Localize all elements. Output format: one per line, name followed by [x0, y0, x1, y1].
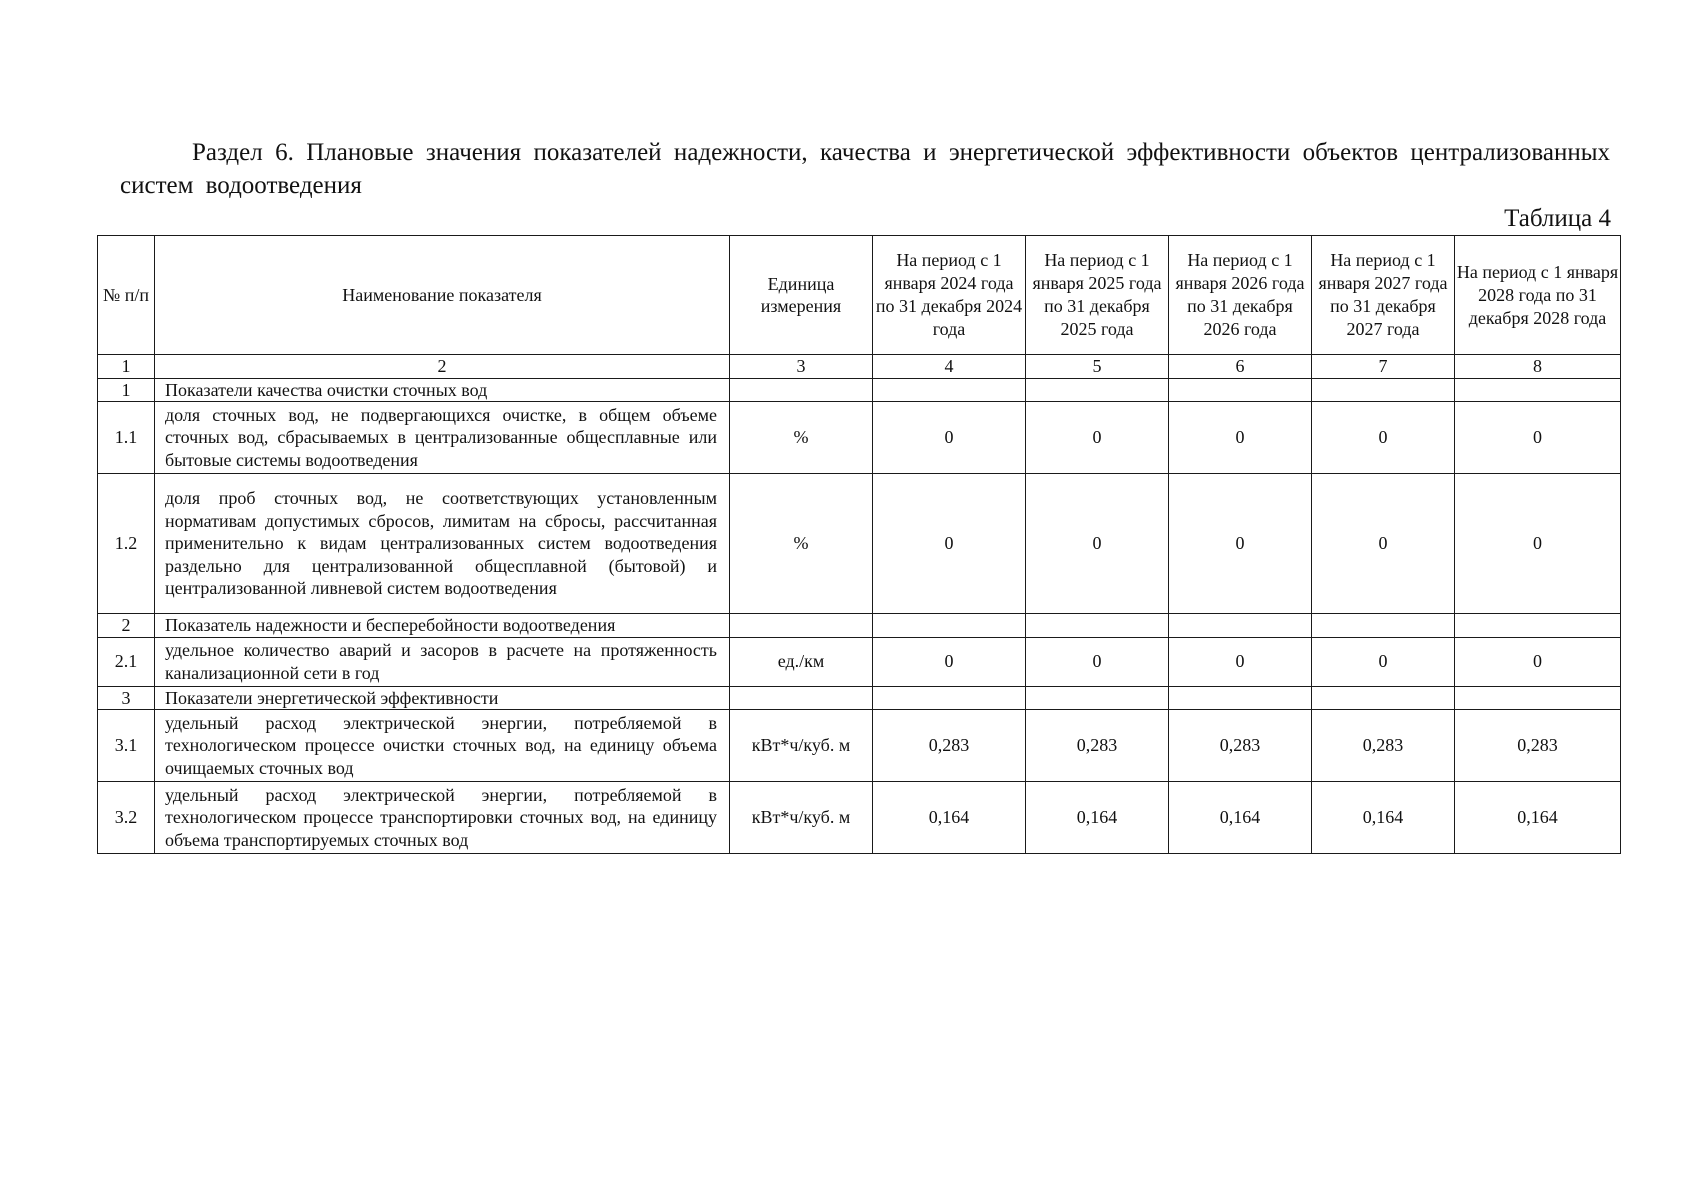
value-2027: 0 [1312, 474, 1455, 614]
table-header-row [98, 236, 1621, 355]
value-2024: 0 [873, 474, 1026, 614]
section-num: 2 [98, 614, 155, 638]
section-num: 1 [98, 378, 155, 402]
column-number: 3 [730, 355, 873, 379]
table-row [98, 782, 1621, 854]
indicator-unit: % [730, 474, 873, 614]
row-num: 2.1 [98, 637, 155, 686]
header-name: Наименование показателя [155, 236, 730, 355]
indicator-name: удельный расход электрической энергии, потребляемой в технологическом процессе очистки сточных вод, на единицу объема очищаемых сточных вод [155, 710, 730, 782]
column-number: 1 [98, 355, 155, 379]
value-2024: 0 [873, 402, 1026, 474]
section-title: Показатели качества очистки сточных вод [155, 378, 730, 402]
value-2027: 0,283 [1312, 710, 1455, 782]
indicators-table [97, 235, 1621, 854]
table-row [98, 402, 1621, 474]
table-caption: Таблица 4 [1504, 205, 1611, 232]
section-heading: Раздел 6. Плановые значения показателей надежности, качества и энергетической эффективности объектов централизованных систем водоотведения [120, 139, 1610, 199]
row-num: 1.2 [98, 474, 155, 614]
value-2025: 0,283 [1026, 710, 1169, 782]
value-2024: 0,283 [873, 710, 1026, 782]
value-2026: 0,164 [1169, 782, 1312, 854]
value-2026: 0 [1169, 637, 1312, 686]
column-number: 7 [1312, 355, 1455, 379]
table-row [98, 474, 1621, 614]
value-2027: 0 [1312, 637, 1455, 686]
header-unit: Единица измерения [730, 236, 873, 355]
row-num: 3.1 [98, 710, 155, 782]
section-title: Показатели энергетической эффективности [155, 686, 730, 710]
section-row-reliability [98, 614, 1621, 638]
column-number: 6 [1169, 355, 1312, 379]
column-number: 5 [1026, 355, 1169, 379]
value-2025: 0 [1026, 402, 1169, 474]
row-num: 3.2 [98, 782, 155, 854]
indicator-name: доля проб сточных вод, не соответствующих установленным нормативам допустимых сбросов, лимитам на сбросы, рассчитанная применительно к видам централизованных систем водоотведения раздельно для централизованной общесплавной (бытовой) и централизованной ливневой систем водоотведения [155, 474, 730, 614]
value-2027: 0 [1312, 402, 1455, 474]
indicator-unit: кВт*ч/куб. м [730, 782, 873, 854]
value-2024: 0 [873, 637, 1026, 686]
value-2026: 0 [1169, 474, 1312, 614]
section-row-energy [98, 686, 1621, 710]
value-2025: 0,164 [1026, 782, 1169, 854]
section-num: 3 [98, 686, 155, 710]
column-numbers-row [98, 355, 1621, 379]
value-2025: 0 [1026, 474, 1169, 614]
value-2028: 0 [1455, 637, 1621, 686]
header-num: № п/п [98, 236, 155, 355]
indicator-unit: ед./км [730, 637, 873, 686]
section-row-quality [98, 378, 1621, 402]
value-2028: 0 [1455, 402, 1621, 474]
indicator-unit: кВт*ч/куб. м [730, 710, 873, 782]
value-2027: 0,164 [1312, 782, 1455, 854]
header-period-2027: На период с 1 января 2027 года по 31 декабря 2027 года [1312, 236, 1455, 355]
indicator-name: удельное количество аварий и засоров в расчете на протяженность канализационной сети в год [155, 637, 730, 686]
value-2024: 0,164 [873, 782, 1026, 854]
section-title: Показатель надежности и бесперебойности водоотведения [155, 614, 730, 638]
value-2026: 0 [1169, 402, 1312, 474]
indicator-name: удельный расход электрической энергии, потребляемой в технологическом процессе транспортировки сточных вод, на единицу объема транспортируемых сточных вод [155, 782, 730, 854]
value-2028: 0,164 [1455, 782, 1621, 854]
value-2026: 0,283 [1169, 710, 1312, 782]
header-period-2025: На период с 1 января 2025 года по 31 декабря 2025 года [1026, 236, 1169, 355]
table-row [98, 637, 1621, 686]
column-number: 2 [155, 355, 730, 379]
column-number: 8 [1455, 355, 1621, 379]
header-period-2028: На период с 1 января 2028 года по 31 декабря 2028 года [1455, 236, 1621, 355]
table-row [98, 710, 1621, 782]
header-period-2024: На период с 1 января 2024 года по 31 декабря 2024 года [873, 236, 1026, 355]
value-2025: 0 [1026, 637, 1169, 686]
header-period-2026: На период с 1 января 2026 года по 31 декабря 2026 года [1169, 236, 1312, 355]
value-2028: 0,283 [1455, 710, 1621, 782]
row-num: 1.1 [98, 402, 155, 474]
column-number: 4 [873, 355, 1026, 379]
indicator-unit: % [730, 402, 873, 474]
value-2028: 0 [1455, 474, 1621, 614]
indicator-name: доля сточных вод, не подвергающихся очистке, в общем объеме сточных вод, сбрасываемых в централизованные общесплавные или бытовые системы водоотведения [155, 402, 730, 474]
